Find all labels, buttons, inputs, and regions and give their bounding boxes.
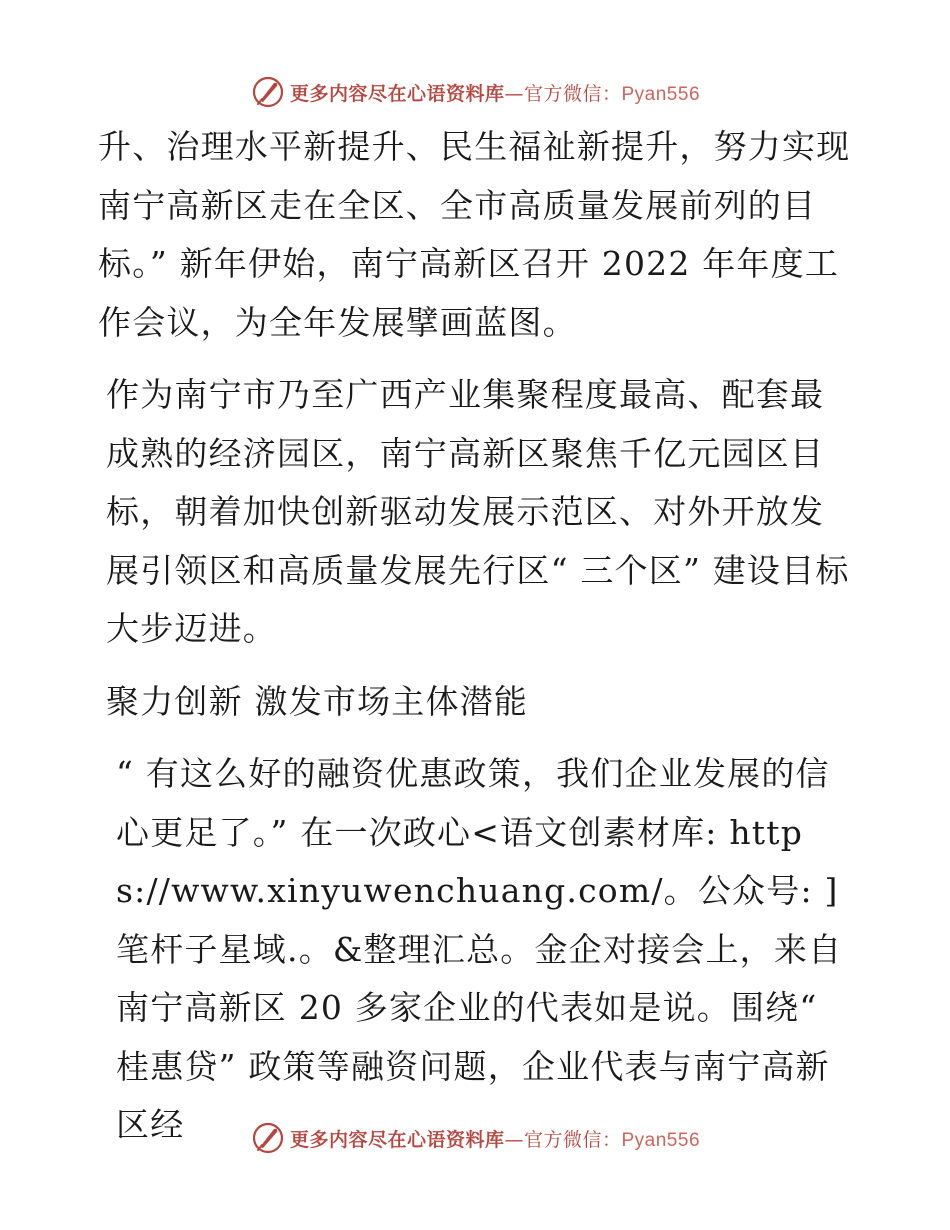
header-banner-text — [290, 79, 700, 106]
footer-banner — [0, 1118, 950, 1158]
quill-circle-logo-icon — [250, 1120, 286, 1156]
wechat-id: Pyan556 — [621, 1129, 701, 1151]
document-body — [98, 118, 858, 1155]
header-banner — [0, 72, 950, 112]
paragraph-1: 升、治理水平新提升、民生福祉新提升，努力实现南宁高新区走在全区、全市高质量发展前列的目标。” 新年伊始，南宁高新区召开 2022 年年度工作会议，为全年发展擘画蓝图。 — [98, 127, 851, 342]
footer-banner-text — [290, 1125, 700, 1152]
paragraph-3: “ 有这么好的融资优惠政策，我们企业发展的信心更足了。” 在一次政心<语文创素材库: https://www.xinyuwenchuang.com/。公众号: ]笔杆子星域.。&整理汇总。金企对接会上，来自南宁高新区 20 多家企业的代表如是说。围绕“ 桂惠贷” 政策等融资问题，企业代表与南宁高新区经 — [116, 754, 843, 1144]
quill-circle-logo-icon — [250, 74, 286, 110]
wechat-label: 官方微信： — [523, 82, 622, 105]
site-name: 更多内容尽在心语资料库 — [289, 82, 505, 105]
wechat-label: 官方微信： — [523, 1128, 622, 1151]
wechat-id: Pyan556 — [621, 83, 701, 105]
section-heading: 聚力创新 激发市场主体潜能 — [106, 681, 529, 721]
banner-dash: — — [504, 82, 524, 105]
banner-dash: — — [504, 1128, 524, 1151]
site-name: 更多内容尽在心语资料库 — [289, 1128, 505, 1151]
paragraph-2: 作为南宁市乃至广西产业集聚程度最高、配套最成熟的经济园区，南宁高新区聚焦千亿元园区目标，朝着加快创新驱动发展示范区、对外开放发展引领区和高质量发展先行区“ 三个区” 建设目标大步迈进。 — [106, 375, 850, 648]
